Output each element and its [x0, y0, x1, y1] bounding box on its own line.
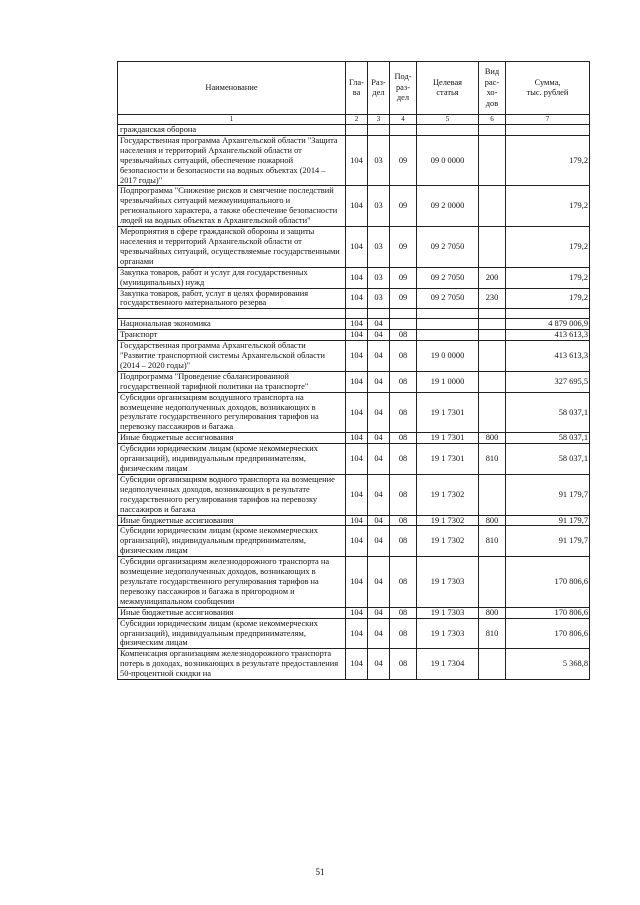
- cell-razdel: 03: [368, 186, 390, 227]
- column-number: 3: [368, 115, 390, 125]
- cell-podrazdel: [390, 309, 417, 319]
- table-header-row: [118, 62, 590, 115]
- cell-vid: [479, 341, 506, 372]
- cell-podrazdel: 09: [390, 267, 417, 288]
- cell-name: Национальная экономика: [118, 319, 346, 330]
- cell-vid: 800: [479, 433, 506, 444]
- cell-name: Иные бюджетные ассигнования: [118, 433, 346, 444]
- cell-razdel: 04: [368, 341, 390, 372]
- cell-sum: [506, 125, 590, 136]
- cell-glava: 104: [346, 135, 368, 186]
- cell-glava: 104: [346, 319, 368, 330]
- cell-vid: [479, 474, 506, 515]
- table-row: [118, 607, 590, 618]
- cell-razdel: 04: [368, 515, 390, 526]
- cell-vid: 200: [479, 267, 506, 288]
- cell-name: Иные бюджетные ассигнования: [118, 515, 346, 526]
- header-name: Наименование: [118, 62, 346, 115]
- cell-podrazdel: 08: [390, 557, 417, 608]
- cell-vid: [479, 392, 506, 433]
- cell-glava: 104: [346, 515, 368, 526]
- cell-glava: 104: [346, 392, 368, 433]
- cell-name: Подпрограмма "Проведение сбалансированной государственной тарифной политики на транспорте": [118, 371, 346, 392]
- cell-razdel: 04: [368, 444, 390, 475]
- cell-razdel: 03: [368, 288, 390, 309]
- cell-sum: 91 179,7: [506, 474, 590, 515]
- table-row: [118, 557, 590, 608]
- cell-name: Субсидии организациям воздушного транспорта на возмещение недополученных доходов, возникающих в результате государственного регулирования тарифов на перевозку пассажиров и багажа: [118, 392, 346, 433]
- cell-target: 19 0 0000: [417, 341, 479, 372]
- cell-glava: 104: [346, 267, 368, 288]
- blank-row: [118, 309, 590, 319]
- table-row: [118, 371, 590, 392]
- cell-sum: 413 613,3: [506, 330, 590, 341]
- cell-podrazdel: 08: [390, 392, 417, 433]
- cell-razdel: 04: [368, 557, 390, 608]
- cell-razdel: 04: [368, 330, 390, 341]
- cell-podrazdel: [390, 319, 417, 330]
- cell-razdel: 04: [368, 526, 390, 557]
- cell-podrazdel: 08: [390, 433, 417, 444]
- cell-vid: 800: [479, 515, 506, 526]
- cell-glava: 104: [346, 474, 368, 515]
- cell-target: 19 1 0000: [417, 371, 479, 392]
- column-number: 5: [417, 115, 479, 125]
- cell-name: Транспорт: [118, 330, 346, 341]
- cell-name: Государственная программа Архангельской области "Защита населения и территорий Архангельской области от чрезвычайных ситуаций, обеспечение пожарной безопасности и безопасности на водных объектах (2014 – 2017 годы)": [118, 135, 346, 186]
- cell-podrazdel: 08: [390, 474, 417, 515]
- cell-glava: 104: [346, 526, 368, 557]
- table-row: [118, 526, 590, 557]
- cell-vid: [479, 135, 506, 186]
- cell-razdel: [368, 125, 390, 136]
- cell-target: [417, 309, 479, 319]
- column-number: 2: [346, 115, 368, 125]
- cell-target: 19 1 7301: [417, 444, 479, 475]
- header-sum: Сумма, тыс. рублей: [506, 62, 590, 115]
- cell-target: 19 1 7301: [417, 392, 479, 433]
- cell-razdel: 03: [368, 227, 390, 268]
- cell-name: Субсидии организациям водного транспорта на возмещение недополученных доходов, возникающих в результате государственного регулирования тарифов на перевозку пассажиров и багажа: [118, 474, 346, 515]
- cell-target: 19 1 7302: [417, 515, 479, 526]
- cell-target: 09 0 0000: [417, 135, 479, 186]
- table-row: [118, 618, 590, 649]
- cell-vid: [479, 227, 506, 268]
- cell-vid: 230: [479, 288, 506, 309]
- cell-glava: 104: [346, 341, 368, 372]
- cell-sum: 91 179,7: [506, 515, 590, 526]
- cell-target: 09 2 7050: [417, 267, 479, 288]
- cell-podrazdel: 09: [390, 288, 417, 309]
- cell-vid: [479, 649, 506, 680]
- cell-vid: 810: [479, 526, 506, 557]
- cell-glava: 104: [346, 227, 368, 268]
- cell-glava: [346, 125, 368, 136]
- cell-razdel: 03: [368, 135, 390, 186]
- cell-sum: [506, 309, 590, 319]
- cell-target: [417, 319, 479, 330]
- cell-target: 19 1 7303: [417, 607, 479, 618]
- cell-podrazdel: 09: [390, 186, 417, 227]
- column-number: 1: [118, 115, 346, 125]
- table-row: [118, 433, 590, 444]
- cell-target: 19 1 7302: [417, 526, 479, 557]
- table-row: [118, 319, 590, 330]
- cell-podrazdel: 09: [390, 135, 417, 186]
- cell-sum: 5 368,8: [506, 649, 590, 680]
- cell-vid: 810: [479, 444, 506, 475]
- cell-vid: 810: [479, 618, 506, 649]
- cell-podrazdel: 08: [390, 607, 417, 618]
- cell-sum: 327 695,5: [506, 371, 590, 392]
- header-glava: Гла- ва: [346, 62, 368, 115]
- cell-target: [417, 330, 479, 341]
- cell-sum: 58 037,1: [506, 433, 590, 444]
- cell-glava: 104: [346, 649, 368, 680]
- cell-name: Подпрограмма "Снижение рисков и смягчение последствий чрезвычайных ситуаций межмуниципального и регионального характера, а также обеспечение безопасности людей на водных объектах в Архангельской области": [118, 186, 346, 227]
- budget-table: [117, 61, 590, 680]
- cell-glava: 104: [346, 618, 368, 649]
- table-row: [118, 227, 590, 268]
- cell-sum: 58 037,1: [506, 392, 590, 433]
- cell-podrazdel: 08: [390, 330, 417, 341]
- table-row: [118, 444, 590, 475]
- cell-name: Закупка товаров, работ и услуг для государственных (муниципальных) нужд: [118, 267, 346, 288]
- cell-razdel: 04: [368, 474, 390, 515]
- cell-vid: [479, 309, 506, 319]
- cell-sum: 179,2: [506, 135, 590, 186]
- table-row: [118, 649, 590, 680]
- cell-target: 19 1 7303: [417, 557, 479, 608]
- cell-name: Государственная программа Архангельской области "Развитие транспортной системы Архангельской области (2014 – 2020 годы)": [118, 341, 346, 372]
- header-target: Целевая статья: [417, 62, 479, 115]
- column-number: 6: [479, 115, 506, 125]
- cell-target: [417, 125, 479, 136]
- cell-podrazdel: 08: [390, 649, 417, 680]
- header-razdel: Раз- дел: [368, 62, 390, 115]
- cell-sum: 58 037,1: [506, 444, 590, 475]
- cell-vid: [479, 330, 506, 341]
- cell-target: 19 1 7301: [417, 433, 479, 444]
- cell-razdel: [368, 309, 390, 319]
- cell-vid: [479, 371, 506, 392]
- cell-sum: 4 879 006,9: [506, 319, 590, 330]
- cell-razdel: 04: [368, 319, 390, 330]
- cell-razdel: 04: [368, 607, 390, 618]
- header-vid: Вид рас- хо- дов: [479, 62, 506, 115]
- cell-sum: 179,2: [506, 288, 590, 309]
- cell-glava: 104: [346, 186, 368, 227]
- cell-name: Компенсация организациям железнодорожного транспорта потерь в доходах, возникающих в результате предоставления 50-процентной скидки на: [118, 649, 346, 680]
- cell-name: Субсидии организациям железнодорожного транспорта на возмещение недополученных доходов, возникающих в результате государственного регулирования тарифов на перевозку пассажиров и багажа в пригородном и межмуниципальном сообщении: [118, 557, 346, 608]
- table-row: [118, 392, 590, 433]
- cell-podrazdel: 08: [390, 341, 417, 372]
- table-row: [118, 125, 590, 136]
- cell-vid: 800: [479, 607, 506, 618]
- cell-glava: 104: [346, 557, 368, 608]
- cell-podrazdel: 09: [390, 227, 417, 268]
- cell-sum: 170 806,6: [506, 557, 590, 608]
- cell-podrazdel: 08: [390, 371, 417, 392]
- cell-vid: [479, 319, 506, 330]
- cell-name: Мероприятия в сфере гражданской обороны и защиты населения и территорий Архангельской области от чрезвычайных ситуаций, осуществляемые государственными органами: [118, 227, 346, 268]
- cell-vid: [479, 186, 506, 227]
- cell-sum: 91 179,7: [506, 526, 590, 557]
- cell-name: гражданская оборона: [118, 125, 346, 136]
- cell-podrazdel: 08: [390, 526, 417, 557]
- cell-razdel: 04: [368, 433, 390, 444]
- header-podrazdel: Под- раз- дел: [390, 62, 417, 115]
- cell-podrazdel: 08: [390, 618, 417, 649]
- cell-glava: 104: [346, 444, 368, 475]
- cell-razdel: 04: [368, 649, 390, 680]
- cell-razdel: 03: [368, 267, 390, 288]
- cell-target: 19 1 7304: [417, 649, 479, 680]
- column-number: 4: [390, 115, 417, 125]
- cell-podrazdel: 08: [390, 444, 417, 475]
- cell-target: 19 1 7303: [417, 618, 479, 649]
- column-number: 7: [506, 115, 590, 125]
- cell-sum: 413 613,3: [506, 341, 590, 372]
- cell-sum: 170 806,6: [506, 618, 590, 649]
- table-row: [118, 330, 590, 341]
- cell-glava: 104: [346, 607, 368, 618]
- cell-razdel: 04: [368, 618, 390, 649]
- cell-sum: 179,2: [506, 227, 590, 268]
- cell-razdel: 04: [368, 371, 390, 392]
- cell-glava: 104: [346, 330, 368, 341]
- cell-sum: 179,2: [506, 267, 590, 288]
- cell-target: 09 2 7050: [417, 288, 479, 309]
- table-row: [118, 267, 590, 288]
- table-row: [118, 135, 590, 186]
- cell-glava: [346, 309, 368, 319]
- cell-name: Иные бюджетные ассигнования: [118, 607, 346, 618]
- cell-target: 09 2 7050: [417, 227, 479, 268]
- cell-podrazdel: [390, 125, 417, 136]
- cell-sum: 170 806,6: [506, 607, 590, 618]
- cell-glava: 104: [346, 288, 368, 309]
- table-row: [118, 474, 590, 515]
- table-row: [118, 288, 590, 309]
- cell-glava: 104: [346, 371, 368, 392]
- page-number: 51: [315, 867, 325, 877]
- table-row: [118, 186, 590, 227]
- cell-vid: [479, 125, 506, 136]
- cell-name: Закупка товаров, работ, услуг в целях формирования государственного материального резерва: [118, 288, 346, 309]
- cell-name: Субсидии юридическим лицам (кроме некоммерческих организаций), индивидуальным предпринимателям, физическим лицам: [118, 444, 346, 475]
- cell-glava: 104: [346, 433, 368, 444]
- cell-vid: [479, 557, 506, 608]
- cell-razdel: 04: [368, 392, 390, 433]
- cell-name: Субсидии юридическим лицам (кроме некоммерческих организаций), индивидуальным предпринимателям, физическим лицам: [118, 526, 346, 557]
- cell-name: Субсидии юридическим лицам (кроме некоммерческих организаций), индивидуальным предпринимателям, физическим лицам: [118, 618, 346, 649]
- table-row: [118, 515, 590, 526]
- cell-target: 19 1 7302: [417, 474, 479, 515]
- cell-podrazdel: 08: [390, 515, 417, 526]
- cell-target: 09 2 0000: [417, 186, 479, 227]
- cell-sum: 179,2: [506, 186, 590, 227]
- table-row: [118, 341, 590, 372]
- column-number-row: [118, 115, 590, 125]
- cell-name: [118, 309, 346, 319]
